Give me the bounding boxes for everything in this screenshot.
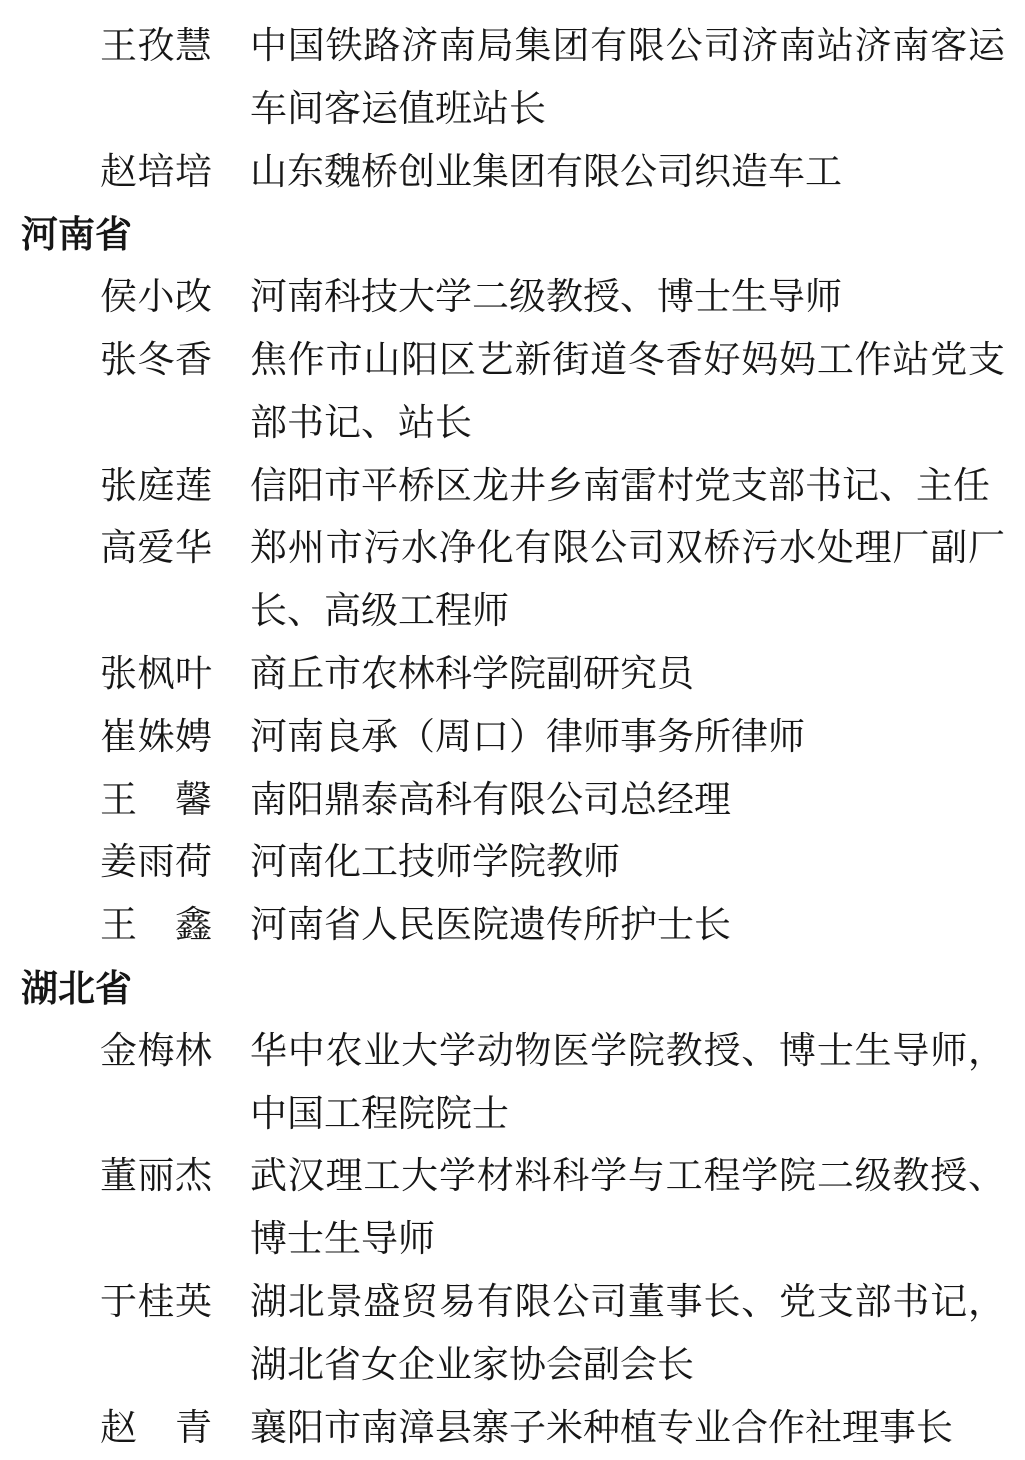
person-name: 张冬香 [100, 339, 212, 381]
person-title: 河南化工技师学院教师 [250, 842, 620, 884]
person-title: 焦作市山阳区艺新街道冬香好妈妈工作站党支部书记、站长 [250, 339, 1005, 444]
province-header: 河南省 [21, 214, 132, 256]
document-body [0, 16, 1025, 1460]
list-item [0, 895, 1025, 958]
person-name: 王鑫 [100, 905, 212, 947]
person-name: 于桂英 [100, 1281, 212, 1323]
person-title: 信阳市平桥区龙井乡南雷村党支部书记、主任 [250, 465, 990, 507]
list-item [0, 707, 1025, 770]
person-title: 河南良承（周口）律师事务所律师 [250, 716, 805, 758]
person-name: 姜雨荷 [100, 842, 212, 884]
list-item [0, 330, 1025, 456]
person-title: 南阳鼎泰高科有限公司总经理 [250, 779, 731, 821]
person-title: 商丘市农林科学院副研究员 [250, 653, 694, 695]
person-name: 张枫叶 [100, 653, 212, 695]
person-title: 武汉理工大学材料科学与工程学院二级教授、博士生导师 [250, 1156, 1005, 1261]
person-title: 湖北景盛贸易有限公司董事长、党支部书记，湖北省女企业家协会副会长 [250, 1281, 1005, 1386]
list-item [0, 456, 1025, 519]
list-item [0, 16, 1025, 142]
person-title: 河南省人民医院遗传所护士长 [250, 905, 731, 947]
person-title: 中国铁路济南局集团有限公司济南站济南客运车间客运值班站长 [250, 26, 1005, 130]
person-name: 崔姝娉 [100, 716, 212, 758]
person-name: 金梅林 [100, 1030, 212, 1072]
list-item [0, 267, 1025, 330]
list-item [0, 770, 1025, 833]
list-item [0, 142, 1025, 205]
person-title: 华中农业大学动物医学院教授、博士生导师，中国工程院院士 [250, 1030, 1005, 1135]
list-item [0, 1398, 1025, 1460]
person-name: 王孜慧 [100, 26, 212, 67]
list-item [0, 832, 1025, 895]
person-title: 郑州市污水净化有限公司双桥污水处理厂副厂长、高级工程师 [250, 528, 1005, 633]
person-name: 侯小改 [100, 277, 212, 319]
person-name: 赵青 [100, 1407, 212, 1449]
person-title: 山东魏桥创业集团有限公司织造车工 [250, 151, 842, 193]
list-item [0, 644, 1025, 707]
person-name: 高爱华 [100, 528, 212, 570]
person-name: 董丽杰 [100, 1156, 212, 1198]
list-item [0, 518, 1025, 644]
list-item [0, 1272, 1025, 1398]
province-header: 湖北省 [21, 967, 132, 1009]
person-name: 王馨 [100, 779, 212, 821]
person-name: 张庭莲 [100, 465, 212, 507]
person-title: 襄阳市南漳县寨子米种植专业合作社理事长 [250, 1407, 953, 1449]
person-title: 河南科技大学二级教授、博士生导师 [250, 277, 842, 319]
list-item [0, 1146, 1025, 1272]
list-item [0, 1021, 1025, 1147]
person-name: 赵培培 [100, 151, 212, 193]
